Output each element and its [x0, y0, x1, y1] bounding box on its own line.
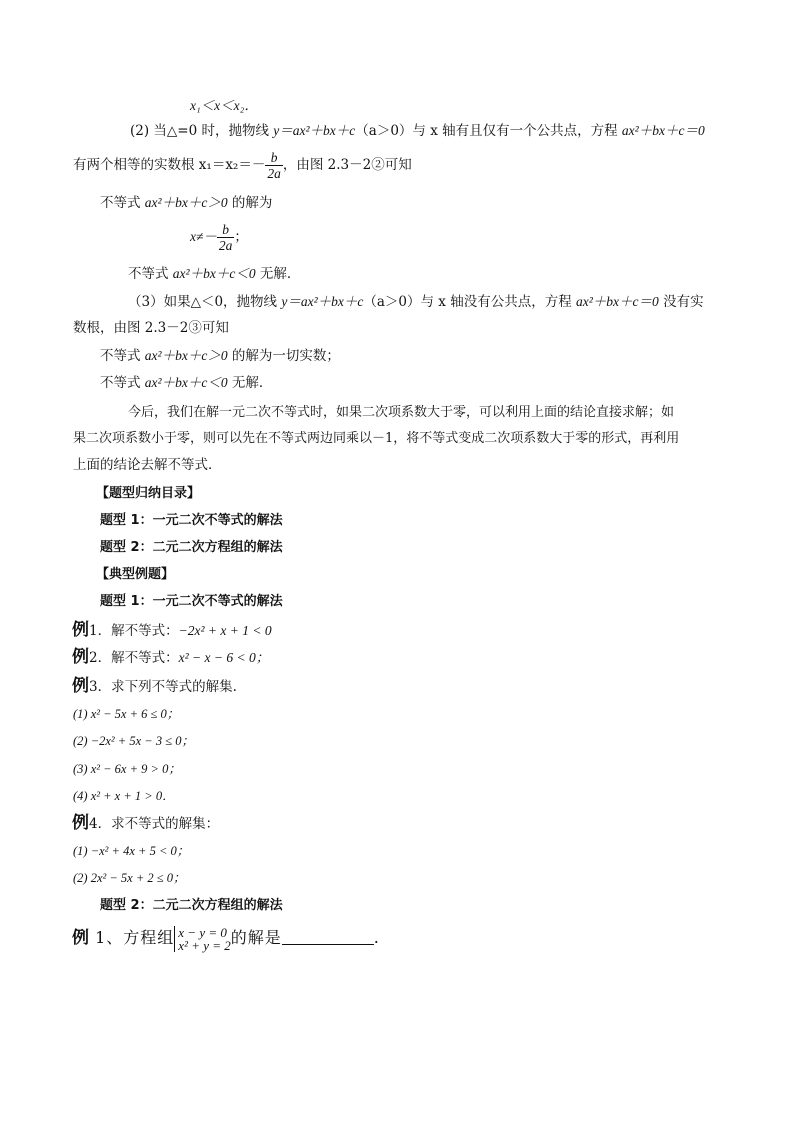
example-label: 例 [72, 620, 89, 640]
text-span: ； [234, 229, 248, 245]
text-span: （3）如果△＜0，抛物线 [128, 294, 282, 310]
question-type-heading: 题型 1：一元二次不等式的解法 [100, 594, 283, 609]
text-span: （a＞0）与 x 轴没有公共点，方程 [363, 294, 576, 310]
fraction [265, 150, 283, 181]
fraction-numerator: b [217, 222, 235, 238]
example-3 [72, 677, 237, 696]
text-span: （a＞0）与 x 轴有且仅有一个公共点，方程 [355, 123, 622, 139]
example-sub-item: (2) −2x² + 5x − 3 ≤ 0； [73, 734, 194, 748]
section-heading: 【典型例题】 [96, 567, 175, 582]
text-line [100, 347, 340, 365]
math-span: ax²＋bx＋c＝0 [576, 294, 659, 309]
text-line [128, 265, 300, 283]
example-sub-item: (1) x² − 5x + 6 ≤ 0； [73, 707, 180, 721]
example-1 [72, 621, 272, 640]
answer-blank[interactable] [282, 930, 374, 945]
example-2 [72, 648, 269, 667]
question-type-heading: 题型 2：二元二次方程组的解法 [100, 898, 283, 913]
math-span: ax²＋bx＋c＝0 [621, 123, 705, 138]
math-span: ax²＋bx＋c＜0 [144, 375, 228, 390]
math-span: x≠－ [190, 229, 217, 244]
text-line [190, 222, 248, 253]
fraction-denominator: 2a [218, 238, 233, 253]
text-span: 不等式 [128, 266, 173, 282]
example-text: 2．解不等式： [89, 650, 179, 666]
math-span: y＝ax²＋bx＋c [273, 123, 356, 138]
question-type-heading: 题型 1：一元二次不等式的解法 [100, 513, 283, 528]
example-label: 例 [72, 647, 89, 667]
fraction-numerator: b [265, 150, 283, 166]
example-text: 3．求下列不等式的解集. [89, 679, 237, 695]
example-5 [72, 924, 379, 952]
example-sub-item: (1) −x² + 4x + 5 < 0； [73, 844, 190, 858]
example-math: x² − x − 6 < 0； [178, 650, 270, 665]
math-span: ax²＋bx＋c＜0 [172, 266, 256, 281]
example-label: 例 [72, 676, 89, 696]
example-math: −2x² + x + 1 < 0 [178, 623, 272, 638]
math-span: y＝ax²＋bx＋c [281, 294, 364, 309]
text-span: 不等式 [100, 375, 145, 391]
text-line: 今后，我们在解一元二次不等式时，如果二次项系数大于零，可以利用上面的结论直接求解；如 [128, 405, 675, 420]
fraction-denominator: 2a [267, 166, 281, 181]
punctuation: . [373, 928, 379, 947]
text-line [130, 122, 705, 140]
text-span: 没有实 [658, 294, 704, 310]
example-sub-item: (4) x² + x + 1 > 0． [73, 789, 175, 803]
text-span: 无解． [227, 375, 273, 391]
example-text: 1．解不等式： [89, 623, 179, 639]
example-label: 例 [72, 928, 89, 948]
text-line: x₁＜x＜x₂． [190, 98, 258, 113]
example-text: 1、方程组 [89, 928, 175, 947]
text-line [100, 374, 272, 392]
text-span: 无解． [255, 266, 301, 282]
example-sub-item: (2) 2x² − 5x + 2 ≤ 0； [73, 871, 186, 885]
question-type-heading: 题型 2：二元二次方程组的解法 [100, 540, 283, 555]
example-label: 例 [72, 813, 89, 833]
example-sub-item: (3) x² − 6x + 9 > 0； [73, 762, 181, 776]
text-line [128, 293, 704, 311]
text-line: 数根，由图 2.3－2③可知 [73, 320, 229, 336]
text-span: 不等式 [100, 195, 145, 211]
text-line: 上面的结论去解不等式． [73, 457, 222, 473]
fraction [217, 222, 235, 253]
section-heading: 【题型归纳目录】 [96, 486, 201, 501]
text-span: ，由图 2.3－2②可知 [282, 157, 412, 173]
text-span: 的解为 [227, 195, 273, 211]
text-line [100, 194, 272, 212]
equation-line: x² + y = 2 [178, 937, 231, 953]
text-span: 的解为一切实数； [227, 348, 340, 364]
equation-line: x − y = 0 [178, 924, 227, 940]
equation-system [174, 926, 230, 952]
text-line [73, 150, 412, 181]
example-4 [72, 814, 219, 833]
example-text: 4．求不等式的解集： [89, 816, 220, 832]
text-span: (2) 当△=0 时，抛物线 [130, 123, 274, 139]
text-line: 果二次项系数小于零，则可以先在不等式两边同乘以－1，将不等式变成二次项系数大于零的形式，再利用 [73, 431, 680, 446]
example-text: 的解是 [230, 928, 282, 947]
text-span: 有两个相等的实数根 x₁＝x₂＝－ [73, 157, 266, 173]
math-span: ax²＋bx＋c＞0 [144, 348, 228, 363]
text-span: 不等式 [100, 348, 145, 364]
math-span: ax²＋bx＋c＞0 [144, 195, 228, 210]
